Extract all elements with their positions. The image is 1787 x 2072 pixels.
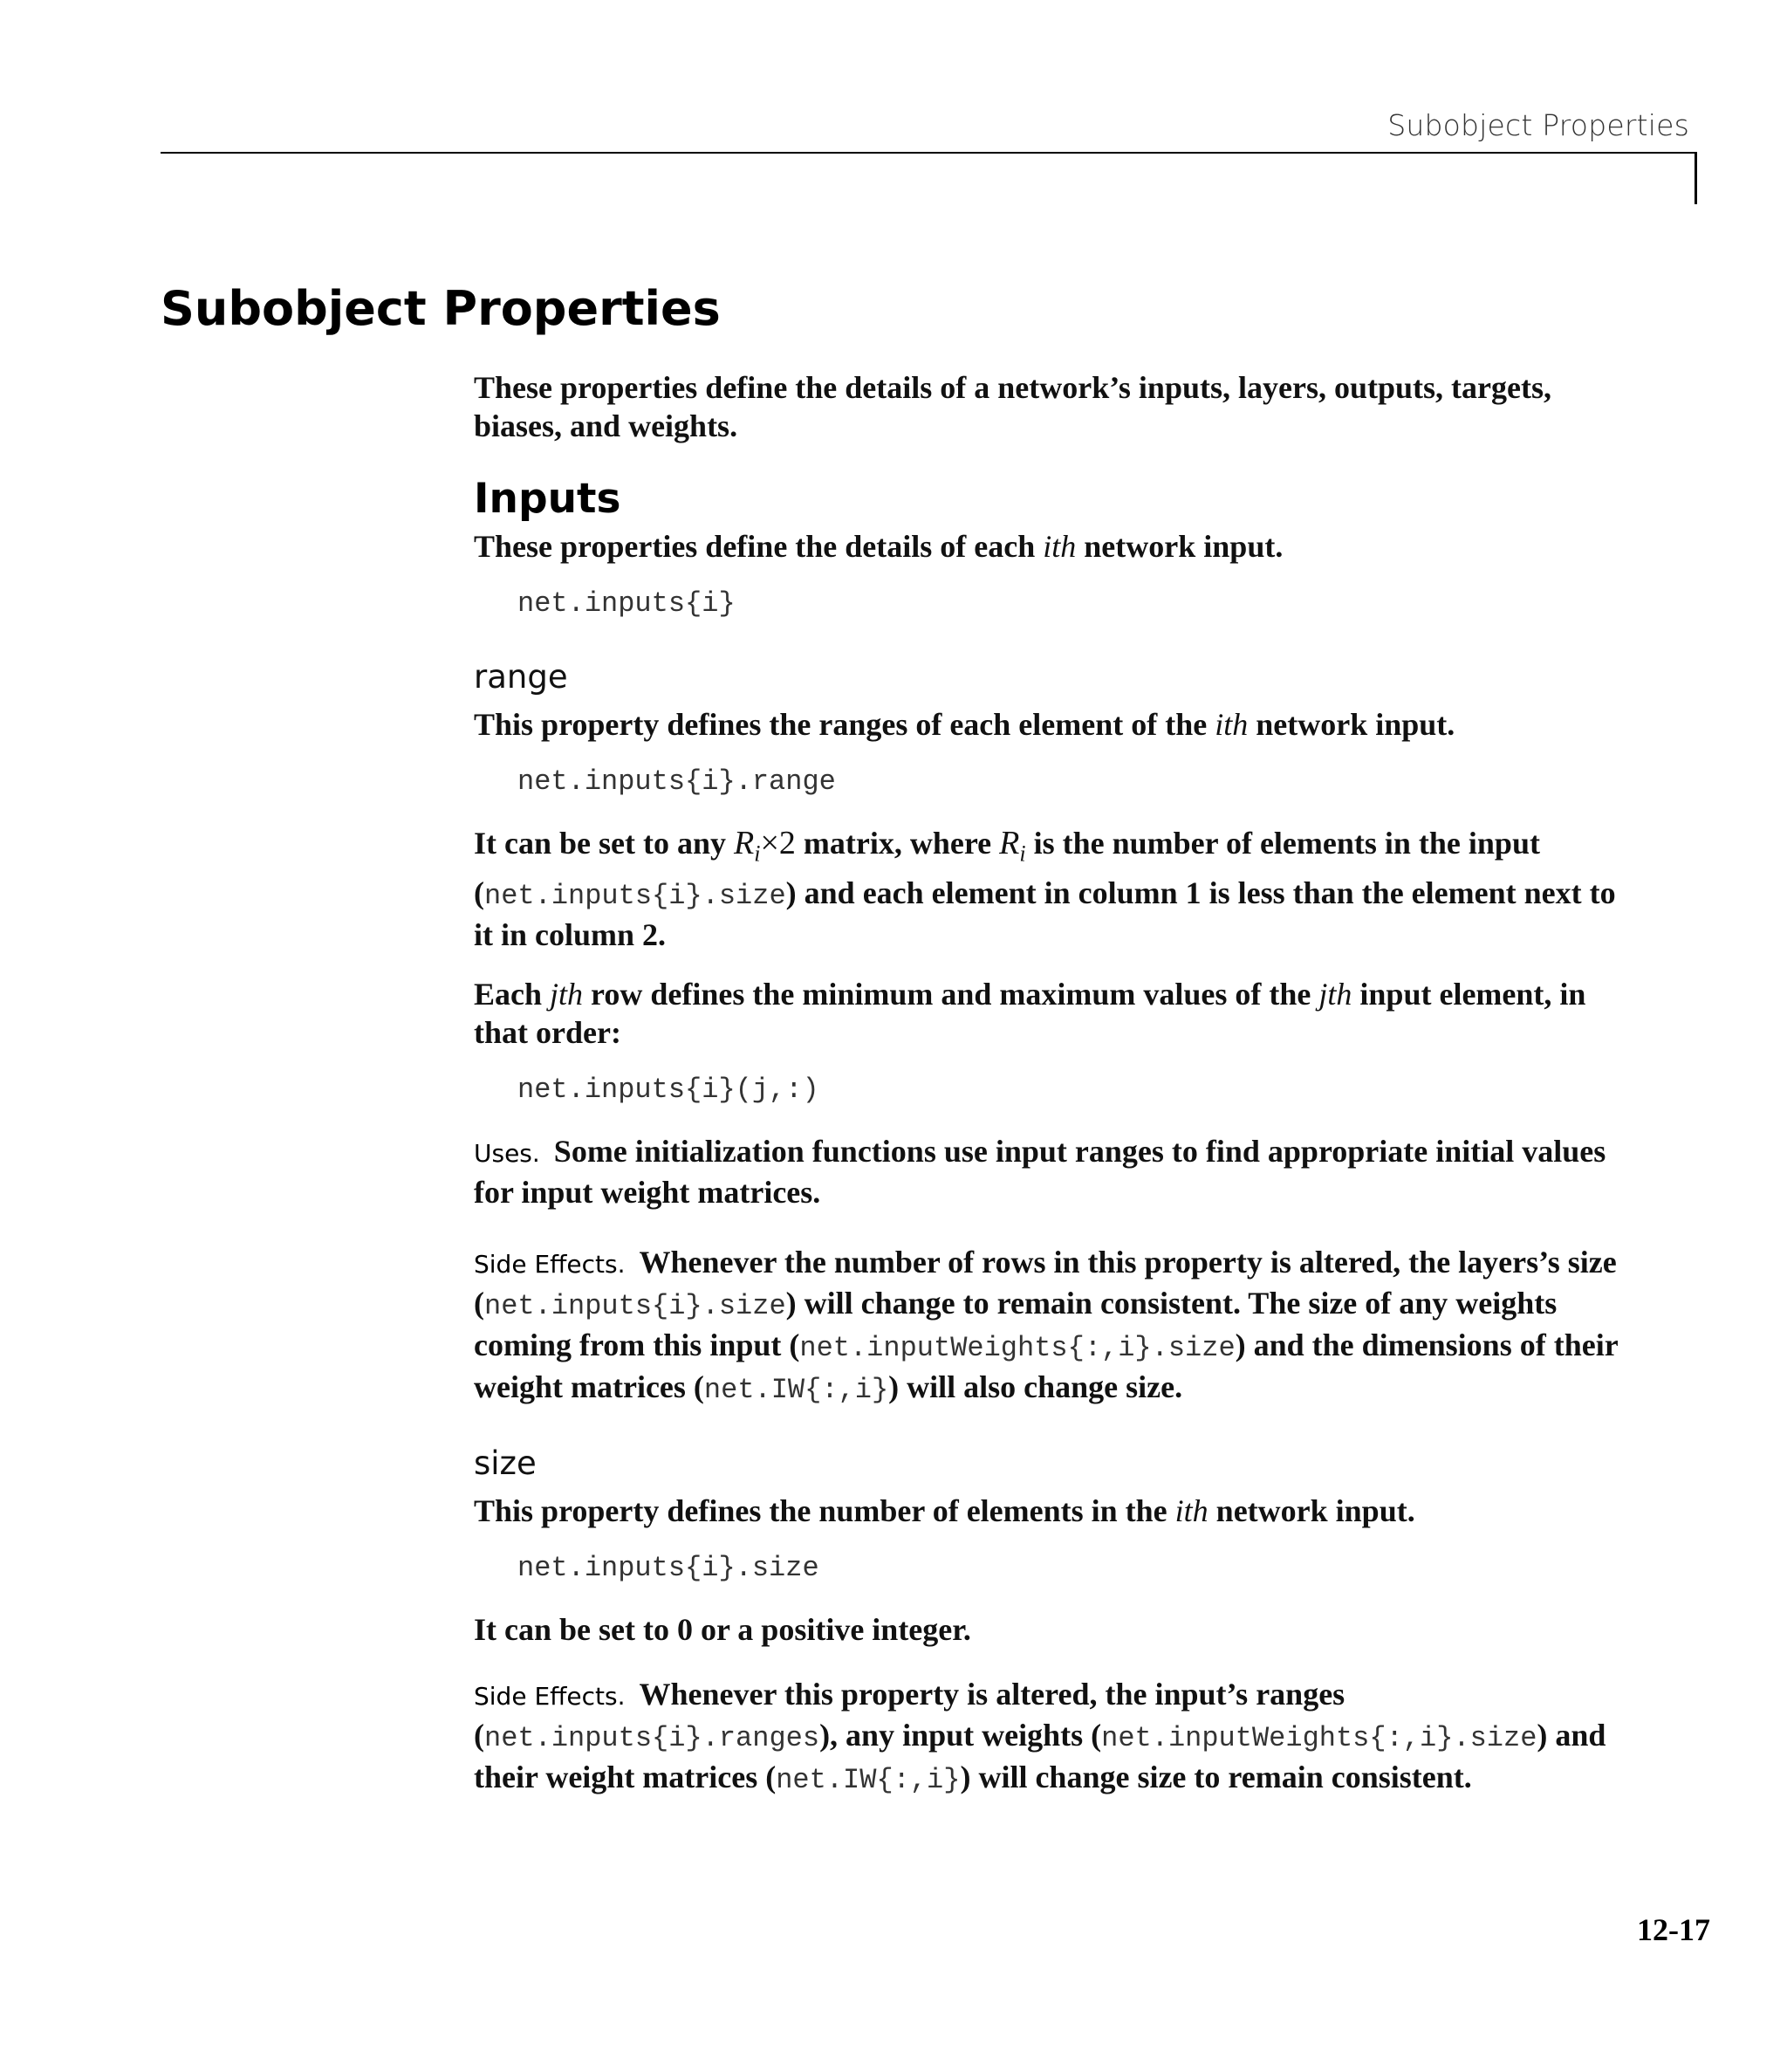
range-paragraph-2: Each jth row defines the minimum and maximum values of the jth input element, in that order: xyxy=(474,976,1586,1050)
side-effects-label: Side Effects. xyxy=(474,1249,626,1279)
page-number: 12-17 xyxy=(1637,1912,1710,1947)
intro-paragraph: These properties define the details of a network’s inputs, layers, outputs, targets, biases, and weights. xyxy=(474,370,1551,443)
side-effects-label: Side Effects. xyxy=(474,1681,626,1711)
range-paragraph-1: It can be set to any $R_i\times 2$ matrix, where $R_i$ is the number of elements in the input (net.inputs{i}.size) and each element in column 1 is less than the element next to it in column 2. xyxy=(474,825,1616,952)
range-heading: range xyxy=(474,658,568,696)
inputs-description: These properties define the details of each ith network input. xyxy=(474,529,1284,564)
range-uses: Uses. Some initialization functions use input ranges to find appropriate initial values for input weight matrices. xyxy=(474,1133,1606,1210)
body-column xyxy=(474,368,1626,1800)
range-code: net.inputs{i}.range xyxy=(517,765,836,798)
uses-label: Uses. xyxy=(474,1138,540,1168)
range-description: This property defines the ranges of each element of the ith network input. xyxy=(474,707,1455,742)
math-ri-times-2: $R_i\times 2$ xyxy=(733,825,796,867)
running-head: Subobject Properties xyxy=(1387,108,1689,142)
size-paragraph-1: It can be set to 0 or a positive integer. xyxy=(474,1611,971,1647)
size-code: net.inputs{i}.size xyxy=(517,1551,819,1584)
inputs-heading: Inputs xyxy=(474,475,621,523)
range-code-2: net.inputs{i}(j,:) xyxy=(517,1073,819,1106)
math-ri: $R_i$ xyxy=(999,825,1026,867)
header-rule xyxy=(161,152,1697,154)
size-side-effects: Side Effects. Whenever this property is altered, the input’s ranges (net.inputs{i}.ranges), any input weights (net.inputWeights{:,i}.size) and their weight matrices (net.IW{:,i}) will change size to remain consistent. xyxy=(474,1676,1606,1796)
range-side-effects: Side Effects. Whenever the number of rows in this property is altered, the layers’s size (net.inputs{i}.size) will change to remain consistent. The size of any weights coming from this input (net.inputWeights{:,i}.size) and the dimensions of their weight matrices (net.IW{:,i}) will also change size. xyxy=(474,1244,1619,1406)
size-heading: size xyxy=(474,1444,537,1482)
header-rule-tick xyxy=(1695,152,1697,204)
inputs-code: net.inputs{i} xyxy=(517,587,736,620)
page-title: Subobject Properties xyxy=(161,281,721,336)
size-description: This property defines the number of elements in the ith network input. xyxy=(474,1492,1415,1528)
